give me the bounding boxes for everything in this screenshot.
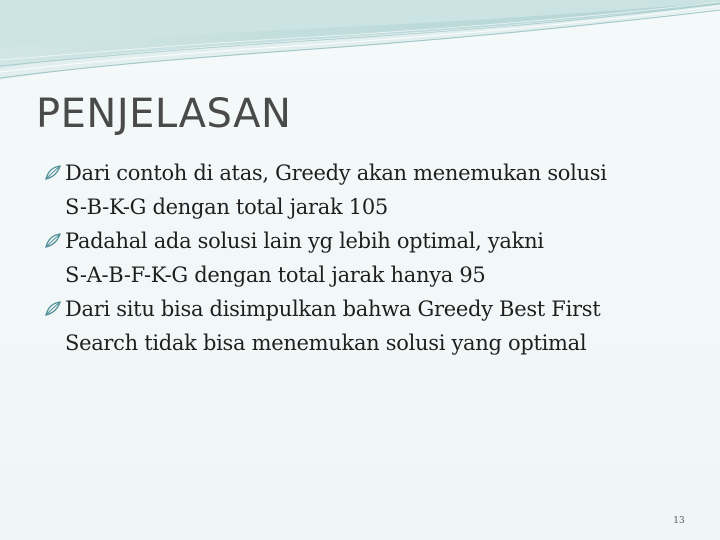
bullet-line: S-B-K-G dengan total jarak 105 (65, 195, 388, 219)
bullet-line: Search tidak bisa menemukan solusi yang optimal (65, 331, 587, 355)
slide-title: PENJELASAN (36, 91, 292, 137)
page-number: 13 (673, 516, 685, 526)
bullet-item (44, 156, 684, 224)
leaf-bullet-icon (44, 301, 62, 317)
bullet-line: Padahal ada solusi lain yg lebih optimal, yakni (65, 229, 544, 253)
leaf-bullet-icon (44, 233, 62, 249)
bullet-list (44, 156, 684, 360)
leaf-bullet-icon (44, 165, 62, 181)
bullet-line: S-A-B-F-K-G dengan total jarak hanya 95 (65, 263, 486, 287)
bullet-line: Dari situ bisa disimpulkan bahwa Greedy Best First (65, 297, 601, 321)
bullet-item (44, 292, 684, 360)
bullet-item (44, 224, 684, 292)
bullet-line: Dari contoh di atas, Greedy akan menemukan solusi (65, 161, 607, 185)
